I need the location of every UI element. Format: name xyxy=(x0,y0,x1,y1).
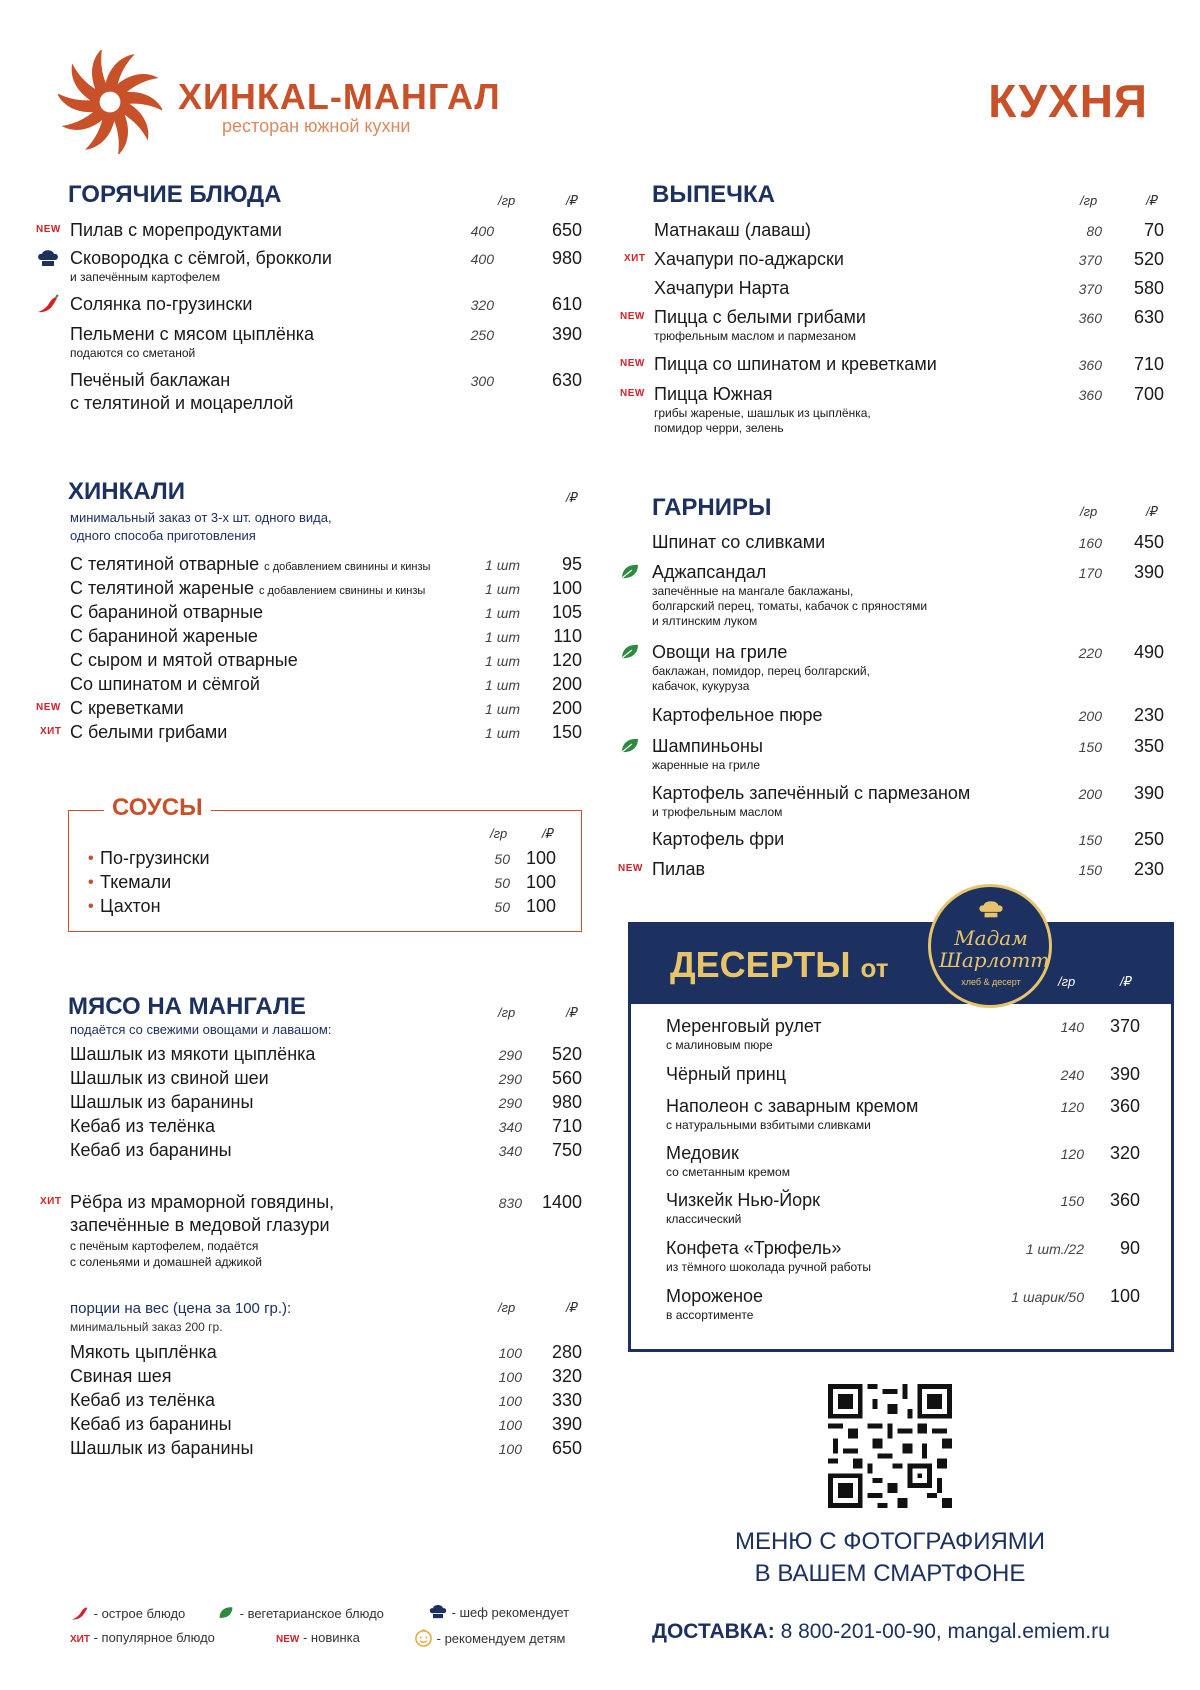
dessert-item xyxy=(666,1016,1140,1056)
section-note: минимальный заказ 200 гр. xyxy=(70,1320,223,1334)
menu-item xyxy=(652,829,1164,853)
item-price: 280 xyxy=(551,1342,582,1362)
item-price: 350 xyxy=(1133,736,1164,756)
item-weight: 100 xyxy=(498,1345,522,1361)
item-price: 1400 xyxy=(541,1192,582,1212)
item-name: С бараниной отварные xyxy=(70,602,264,622)
chili-icon xyxy=(70,1605,90,1621)
item-name: Пилав xyxy=(652,859,706,879)
item-weight: 150 xyxy=(1078,862,1102,878)
item-name: Свиная шея xyxy=(70,1366,172,1386)
qr-code-image[interactable] xyxy=(828,1384,952,1508)
bullet: • xyxy=(88,850,95,867)
item-price: 700 xyxy=(1133,384,1164,404)
new-badge: NEW xyxy=(36,702,61,713)
item-price: 490 xyxy=(1133,642,1164,662)
item-description: подаются со сметаной xyxy=(70,346,196,360)
item-weight: 140 xyxy=(1060,1019,1084,1035)
item-price: 520 xyxy=(1133,249,1164,269)
menu-item xyxy=(652,736,1164,776)
delivery-line xyxy=(652,1620,1110,1644)
page-title: КУХНЯ xyxy=(988,75,1148,127)
weight-column-header: /гр xyxy=(1080,504,1098,519)
menu-item xyxy=(70,1092,582,1116)
sauce-item xyxy=(88,872,556,896)
item-price: 120 xyxy=(551,650,582,670)
item-name: Кебаб из телёнка xyxy=(70,1116,216,1136)
item-name: Пельмени с мясом цыплёнка xyxy=(70,324,315,344)
menu-item xyxy=(70,294,582,318)
item-name-text: С телятиной жареные xyxy=(70,578,254,598)
weight-column-header: /гр xyxy=(498,1005,516,1020)
item-description: с печёным картофелем, подаётся xyxy=(70,1239,259,1253)
price-column-header: /₽ xyxy=(566,193,578,208)
item-price: 560 xyxy=(551,1068,582,1088)
item-name: Наполеон с заварным кремом xyxy=(666,1096,919,1116)
menu-item xyxy=(70,1342,582,1366)
item-weight: 370 xyxy=(1078,281,1102,297)
meat-section-title: МЯСО НА МАНГАЛЕ xyxy=(68,993,306,1020)
item-price: 650 xyxy=(551,220,582,240)
item-price: 390 xyxy=(551,1414,582,1434)
menu-item xyxy=(70,602,582,626)
item-description: помидор черри, зелень xyxy=(654,421,784,435)
dessert-item xyxy=(666,1064,1140,1088)
item-name: Мороженое xyxy=(666,1286,764,1306)
item-price: 100 xyxy=(525,896,556,916)
chef-hat-icon xyxy=(36,248,60,268)
item-price: 100 xyxy=(525,872,556,892)
item-name: Цахтон xyxy=(100,896,161,916)
item-note: с добавлением свинины и кинзы xyxy=(259,585,426,597)
legend-text: - рекомендуем детям xyxy=(436,1631,566,1646)
legend-vegetarian xyxy=(216,1605,384,1621)
item-weight: 80 xyxy=(1086,223,1102,239)
price-column-header: /₽ xyxy=(566,1300,578,1315)
item-name: С белыми грибами xyxy=(70,722,228,742)
desserts-title-text: ДЕСЕРТЫ xyxy=(670,944,851,985)
item-name-line2: запечённые в медовой глазури xyxy=(70,1215,330,1235)
menu-item xyxy=(620,354,1164,378)
item-name: Кебаб из баранины xyxy=(70,1140,232,1160)
menu-item xyxy=(654,278,1164,302)
item-name: Пицца со шпинатом и креветками xyxy=(654,354,937,374)
partner-tagline: хлеб & десерт xyxy=(961,977,1021,987)
item-description: с натуральными взбитыми сливками xyxy=(666,1118,871,1132)
sauces-section-title: СОУСЫ xyxy=(104,794,211,822)
item-weight: 830 xyxy=(498,1195,522,1211)
legend-text: - популярное блюдо xyxy=(93,1630,215,1645)
item-price: 200 xyxy=(551,698,582,718)
item-price: 390 xyxy=(1133,783,1164,803)
item-price: 980 xyxy=(551,248,582,268)
menu-item xyxy=(70,650,582,674)
item-name: Печёный баклажан xyxy=(70,370,231,390)
item-weight: 1 шт xyxy=(485,653,520,669)
bullet: • xyxy=(88,898,95,915)
item-weight: 150 xyxy=(1078,832,1102,848)
weight-column-header: /гр xyxy=(490,826,508,841)
logo-icon xyxy=(58,50,162,154)
hit-badge: ХИТ xyxy=(40,726,62,737)
dessert-item xyxy=(666,1286,1140,1326)
item-description: из тёмного шоколада ручной работы xyxy=(666,1260,872,1274)
item-weight: 400 xyxy=(470,251,494,267)
item-description: со сметанным кремом xyxy=(666,1165,790,1179)
menu-item xyxy=(624,249,1164,273)
new-badge: NEW xyxy=(620,388,645,399)
item-price: 250 xyxy=(1133,829,1164,849)
new-badge: NEW xyxy=(36,224,61,235)
hit-badge: ХИТ xyxy=(624,253,646,264)
item-weight: 400 xyxy=(470,223,494,239)
item-name: Шпинат со сливками xyxy=(652,532,826,552)
menu-item xyxy=(652,532,1164,556)
item-name: Рёбра из мраморной говядины, xyxy=(70,1192,335,1212)
menu-item xyxy=(36,698,582,722)
item-description: запечённые на мангале баклажаны, xyxy=(652,584,854,598)
item-price: 450 xyxy=(1133,532,1164,552)
item-price: 230 xyxy=(1133,859,1164,879)
item-name: С креветками xyxy=(70,698,184,718)
item-price: 360 xyxy=(1109,1096,1140,1116)
new-badge: NEW xyxy=(620,311,645,322)
item-weight: 1 шт./22 xyxy=(1025,1241,1084,1257)
item-price: 370 xyxy=(1109,1016,1140,1036)
menu-item xyxy=(620,307,1164,347)
byweight-title: порции на вес (цена за 100 гр.): xyxy=(70,1300,292,1317)
item-price: 360 xyxy=(1109,1190,1140,1210)
item-price: 390 xyxy=(1109,1064,1140,1084)
item-weight: 320 xyxy=(470,297,494,313)
item-name: Конфета «Трюфель» xyxy=(666,1238,842,1258)
item-price: 110 xyxy=(553,626,582,646)
price-column-header: /₽ xyxy=(1146,193,1158,208)
item-weight: 120 xyxy=(1060,1099,1084,1115)
item-price: 710 xyxy=(1133,354,1164,374)
price-column-header: /₽ xyxy=(1120,974,1132,989)
item-weight: 250 xyxy=(470,327,494,343)
item-name: Шашлык из баранины xyxy=(70,1438,254,1458)
item-name xyxy=(70,578,425,599)
item-price: 750 xyxy=(551,1140,582,1160)
item-description: и ялтинским луком xyxy=(652,614,758,628)
promo-line-1: МЕНЮ С ФОТОГРАФИЯМИ xyxy=(734,1528,1046,1555)
item-weight: 150 xyxy=(1078,739,1102,755)
item-description: с малиновым пюре xyxy=(666,1038,773,1052)
menu-item xyxy=(620,384,1164,440)
item-weight: 300 xyxy=(470,373,494,389)
item-name: Шашлык из баранины xyxy=(70,1092,254,1112)
menu-item-featured xyxy=(40,1192,582,1272)
promo-line-2: В ВАШЕМ СМАРТФОНЕ xyxy=(754,1560,1026,1587)
delivery-label: ДОСТАВКА: xyxy=(652,1620,775,1643)
item-name xyxy=(70,554,430,575)
item-description: жаренные на гриле xyxy=(652,758,760,772)
item-price: 980 xyxy=(551,1092,582,1112)
menu-item xyxy=(654,220,1164,244)
price-column-header: /₽ xyxy=(542,826,554,841)
item-price: 105 xyxy=(551,602,582,622)
weight-column-header: /гр xyxy=(498,1300,516,1315)
menu-item xyxy=(70,554,582,578)
menu-item xyxy=(70,674,582,698)
legend-text: - вегетарианское блюдо xyxy=(239,1606,384,1621)
item-weight: 290 xyxy=(498,1071,522,1087)
price-column-header: /₽ xyxy=(566,1005,578,1020)
item-price: 520 xyxy=(551,1044,582,1064)
item-name: Картофель фри xyxy=(652,829,785,849)
item-weight: 290 xyxy=(498,1047,522,1063)
item-weight: 100 xyxy=(498,1441,522,1457)
item-description: баклажан, помидор, перец болгарский, xyxy=(652,664,870,678)
item-price: 150 xyxy=(551,722,582,742)
item-name: Шашлык из свиной шеи xyxy=(70,1068,269,1088)
khinkali-section-title: ХИНКАЛИ xyxy=(68,478,185,505)
leaf-icon xyxy=(618,642,642,662)
menu-item xyxy=(70,1068,582,1092)
menu-item xyxy=(36,220,582,244)
item-price: 200 xyxy=(551,674,582,694)
item-description: и трюфельным маслом xyxy=(652,805,783,819)
item-name: Матнакаш (лаваш) xyxy=(654,220,812,240)
item-weight: 240 xyxy=(1060,1067,1084,1083)
item-weight: 50 xyxy=(494,851,510,867)
new-badge: NEW xyxy=(620,358,645,369)
new-badge: NEW xyxy=(276,1634,300,1645)
item-name: Аджапсандал xyxy=(652,562,767,582)
item-name: Пилав с морепродуктами xyxy=(70,220,282,240)
hit-badge: ХИТ xyxy=(40,1196,62,1207)
item-weight: 1 шарик/50 xyxy=(1011,1289,1084,1305)
item-name: Кебаб из телёнка xyxy=(70,1390,216,1410)
item-weight: 340 xyxy=(498,1119,522,1135)
menu-item xyxy=(70,626,582,650)
item-weight: 1 шт xyxy=(485,605,520,621)
leaf-icon xyxy=(618,736,642,756)
bakery-section-title: ВЫПЕЧКА xyxy=(652,181,775,208)
item-name-line2: с телятиной и моцареллой xyxy=(70,393,294,413)
item-name: Хачапури по-аджарски xyxy=(654,249,844,269)
item-name: Меренговый рулет xyxy=(666,1016,822,1036)
menu-item xyxy=(652,705,1164,729)
item-price: 630 xyxy=(1133,307,1164,327)
item-name: Чёрный принц xyxy=(666,1064,787,1084)
item-weight: 360 xyxy=(1078,387,1102,403)
item-weight: 200 xyxy=(1078,708,1102,724)
item-price: 390 xyxy=(1133,562,1164,582)
item-weight: 170 xyxy=(1078,565,1102,581)
delivery-contact[interactable]: 8 800-201-00-90, mangal.emiem.ru xyxy=(780,1620,1110,1643)
item-weight: 120 xyxy=(1060,1146,1084,1162)
item-weight: 1 шт xyxy=(485,557,520,573)
menu-item xyxy=(70,1414,582,1438)
price-column-header: /₽ xyxy=(566,490,578,505)
item-name: Чизкейк Нью-Йорк xyxy=(666,1190,821,1210)
item-description: с соленьями и домашней аджикой xyxy=(70,1255,262,1269)
menu-item xyxy=(70,578,582,602)
item-weight: 200 xyxy=(1078,786,1102,802)
item-weight: 360 xyxy=(1078,357,1102,373)
menu-item xyxy=(70,1044,582,1068)
menu-item xyxy=(70,1366,582,1390)
section-note: одного способа приготовления xyxy=(70,528,256,543)
item-name: С сыром и мятой отварные xyxy=(70,650,298,670)
item-name: Шашлык из мякоти цыплёнка xyxy=(70,1044,316,1064)
menu-item xyxy=(70,1438,582,1462)
leaf-icon xyxy=(618,562,642,582)
item-price: 610 xyxy=(551,294,582,314)
item-weight: 150 xyxy=(1060,1193,1084,1209)
weight-column-header: /гр xyxy=(1080,193,1098,208)
menu-item xyxy=(70,1140,582,1164)
sauce-item xyxy=(88,896,556,920)
item-name-text: С телятиной отварные xyxy=(70,554,260,574)
chef-hat-icon xyxy=(428,1603,448,1620)
item-weight: 1 шт xyxy=(485,677,520,693)
item-price: 330 xyxy=(551,1390,582,1410)
item-price: 320 xyxy=(551,1366,582,1386)
item-name: Картофельное пюре xyxy=(652,705,823,725)
item-name: Пицца Южная xyxy=(654,384,773,404)
legend-text: - острое блюдо xyxy=(93,1606,186,1621)
item-name: Картофель запечённый с пармезаном xyxy=(652,783,971,803)
sides-section-title: ГАРНИРЫ xyxy=(652,494,772,521)
item-description: трюфельным маслом и пармезаном xyxy=(654,329,856,343)
item-name: Хачапури Нарта xyxy=(654,278,790,298)
item-price: 650 xyxy=(551,1438,582,1458)
partner-logo xyxy=(928,884,1052,1008)
item-description: в ассортименте xyxy=(666,1308,754,1322)
section-note: подаётся со свежими овощами и лавашом: xyxy=(70,1022,332,1037)
desserts-title-from: от xyxy=(860,953,889,983)
item-description: грибы жареные, шашлык из цыплёнка, xyxy=(654,406,871,420)
menu-item xyxy=(70,370,582,416)
item-price: 70 xyxy=(1143,220,1164,240)
item-weight: 290 xyxy=(498,1095,522,1111)
dessert-item xyxy=(666,1238,1140,1278)
desserts-section-title xyxy=(670,944,888,986)
chef-hat-icon xyxy=(977,899,1005,921)
item-weight: 1 шт xyxy=(485,725,520,741)
item-weight: 160 xyxy=(1078,535,1102,551)
partner-name: Мадам Шарлотт xyxy=(939,926,1050,972)
menu-item xyxy=(652,783,1164,823)
item-price: 100 xyxy=(525,848,556,868)
price-column-header: /₽ xyxy=(1146,504,1158,519)
legend-text: - шеф рекомендует xyxy=(451,1605,570,1620)
item-weight: 50 xyxy=(494,899,510,915)
brand-tagline: ресторан южной кухни xyxy=(222,116,411,136)
item-name: С бараниной жареные xyxy=(70,626,258,646)
item-weight: 100 xyxy=(498,1417,522,1433)
item-weight: 360 xyxy=(1078,310,1102,326)
chili-icon xyxy=(36,294,60,314)
item-price: 390 xyxy=(551,324,582,344)
item-price: 100 xyxy=(551,578,582,598)
item-name: Сковородка с сёмгой, брокколи xyxy=(70,248,332,268)
item-price: 630 xyxy=(551,370,582,390)
item-description: классический xyxy=(666,1212,742,1226)
item-note: с добавлением свинины и кинзы xyxy=(264,561,431,573)
legend-spicy xyxy=(70,1605,185,1621)
legend-text: - новинка xyxy=(302,1630,360,1645)
bullet: • xyxy=(88,874,95,891)
weight-column-header: /гр xyxy=(498,193,516,208)
legend-kids xyxy=(414,1628,565,1647)
hot-section-title: ГОРЯЧИЕ БЛЮДА xyxy=(68,181,282,208)
new-badge: NEW xyxy=(618,863,643,874)
legend-hit xyxy=(70,1630,215,1645)
item-price: 580 xyxy=(1133,278,1164,298)
legend-new xyxy=(276,1630,360,1645)
item-name: Со шпинатом и сёмгой xyxy=(70,674,260,694)
item-name: Пицца с белыми грибами xyxy=(654,307,866,327)
weight-column-header: /гр xyxy=(1058,974,1076,989)
item-description: кабачок, кукуруза xyxy=(652,679,750,693)
item-weight: 1 шт xyxy=(485,701,520,717)
item-price: 100 xyxy=(1109,1286,1140,1306)
menu-item xyxy=(70,1116,582,1140)
item-name: Шампиньоны xyxy=(652,736,763,756)
item-description: болгарский перец, томаты, кабачок с пряностями xyxy=(652,599,928,613)
item-description: и запечённым картофелем xyxy=(70,270,221,284)
item-price: 90 xyxy=(1119,1238,1140,1258)
item-price: 95 xyxy=(561,554,582,574)
menu-item xyxy=(652,562,1164,632)
item-name: Солянка по-грузински xyxy=(70,294,253,314)
header xyxy=(0,0,1200,160)
sauce-item xyxy=(88,848,556,872)
item-price: 710 xyxy=(551,1116,582,1136)
item-name: Медовик xyxy=(666,1143,739,1163)
item-name: Кебаб из баранины xyxy=(70,1414,232,1434)
item-name: Мякоть цыплёнка xyxy=(70,1342,217,1362)
item-weight: 220 xyxy=(1078,645,1102,661)
menu-item xyxy=(652,642,1164,698)
item-weight: 50 xyxy=(494,875,510,891)
menu-item xyxy=(40,722,582,746)
item-price: 320 xyxy=(1109,1143,1140,1163)
dessert-item xyxy=(666,1143,1140,1183)
item-name: Ткемали xyxy=(100,872,172,892)
item-weight: 100 xyxy=(498,1393,522,1409)
item-weight: 1 шт xyxy=(485,581,520,597)
hit-badge: ХИТ xyxy=(70,1634,90,1645)
item-weight: 370 xyxy=(1078,252,1102,268)
section-note: минимальный заказ от 3-х шт. одного вида, xyxy=(70,510,332,525)
item-weight: 340 xyxy=(498,1143,522,1159)
legend-chef xyxy=(428,1603,569,1620)
item-weight: 1 шт xyxy=(485,629,520,645)
item-name: Овощи на гриле xyxy=(652,642,788,662)
kid-face-icon xyxy=(414,1628,433,1647)
menu-item xyxy=(70,248,582,288)
item-price: 230 xyxy=(1133,705,1164,725)
menu-item xyxy=(618,859,1164,883)
item-name: По-грузински xyxy=(100,848,210,868)
item-weight: 100 xyxy=(498,1369,522,1385)
leaf-icon xyxy=(216,1605,236,1621)
brand-name: ХИНКАL-МАНГАЛ xyxy=(178,76,501,117)
dessert-item xyxy=(666,1190,1140,1230)
menu-item xyxy=(70,324,582,364)
dessert-item xyxy=(666,1096,1140,1136)
menu-item xyxy=(70,1390,582,1414)
